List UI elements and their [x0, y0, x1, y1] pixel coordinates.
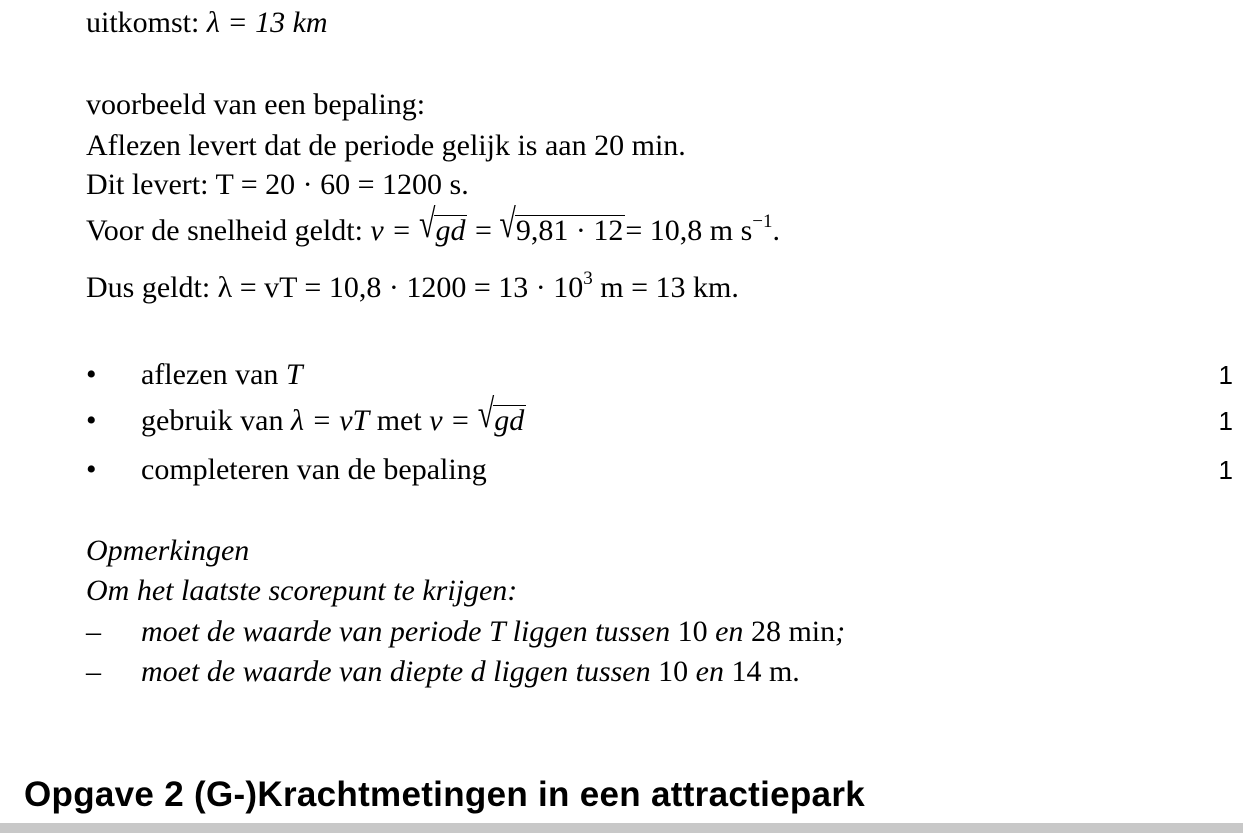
- step2-formula: T = 20 · 60 = 1200 s.: [215, 168, 469, 201]
- criterion-2-points: 1: [1218, 406, 1233, 436]
- example-step1: Aflezen levert dat de periode gelijk is aan 20 min.: [86, 129, 686, 162]
- step3-end: .: [772, 214, 780, 247]
- example-step4: [86, 270, 739, 306]
- radical-sign-icon: √: [477, 391, 495, 437]
- example-step2: [86, 167, 469, 203]
- remarks-title: Opmerkingen: [86, 534, 250, 567]
- criterion-3-points: 1: [1218, 455, 1233, 485]
- dash-icon: –: [86, 655, 101, 688]
- criterion-1-text: [141, 357, 303, 393]
- bullet-icon: •: [86, 453, 97, 486]
- criterion-1-var: T: [285, 358, 303, 391]
- remark-1-c: en: [715, 615, 744, 648]
- page-divider: [0, 823, 1243, 833]
- step4-prefix: Dus geldt:: [86, 271, 211, 304]
- step3-exponent: −1: [752, 211, 773, 232]
- criterion-1-label: aflezen van: [141, 358, 279, 391]
- remark-2-d: 14 m.: [731, 655, 800, 688]
- sqrt-gd-radicand: gd: [435, 214, 466, 247]
- section-heading: Opgave 2 (G-)Krachtmetingen in een attractiepark: [24, 775, 866, 814]
- step3-v: v =: [370, 214, 412, 247]
- criterion-2-formula2: v =: [429, 404, 471, 437]
- step3-eq: =: [474, 214, 492, 247]
- step4-formula: λ = vT = 10,8 · 1200 = 13 · 10: [217, 271, 584, 304]
- step2-prefix: Dit levert:: [86, 168, 209, 201]
- criterion-2-sqrt: [477, 391, 526, 439]
- example-step3: [86, 201, 780, 249]
- sqrt-gd: [418, 201, 467, 249]
- remark-2-b: 10: [658, 655, 689, 688]
- criterion-2-met: met: [376, 404, 422, 437]
- dash-icon: –: [86, 615, 101, 648]
- remark-1-text: [141, 614, 845, 650]
- criterion-2-text: [141, 391, 526, 439]
- sqrt-number-radicand: 9,81 · 12: [515, 214, 624, 247]
- remarks-intro: Om het laatste scorepunt te krijgen:: [86, 574, 518, 607]
- step3-result: = 10,8 m s: [625, 214, 753, 247]
- sqrt-number: [499, 201, 625, 249]
- result-line: [86, 5, 328, 41]
- example-intro: voorbeeld van een bepaling:: [86, 88, 426, 121]
- result-label: uitkomst:: [86, 6, 200, 39]
- step3-prefix: Voor de snelheid geldt:: [86, 214, 363, 247]
- remark-2-a: moet de waarde van diepte d liggen tussen: [141, 655, 651, 688]
- bullet-icon: •: [86, 404, 97, 437]
- criterion-2-label: gebruik van: [141, 404, 284, 437]
- remark-1-b: 10: [677, 615, 708, 648]
- criterion-1-points: 1: [1218, 360, 1233, 390]
- step4-exponent: 3: [583, 268, 593, 289]
- radical-sign-icon: √: [418, 201, 436, 247]
- radical-sign-icon: √: [499, 201, 516, 247]
- remark-1-d: 28 min: [750, 615, 836, 648]
- remark-1-a: moet de waarde van periode T liggen tussen: [141, 615, 671, 648]
- criterion-2-formula1: λ = vT: [290, 404, 370, 437]
- remark-2-text: [141, 654, 800, 690]
- criterion-2-radicand: gd: [494, 404, 525, 437]
- result-formula: λ = 13 km: [206, 6, 328, 39]
- step4-end: m = 13 km.: [592, 271, 739, 304]
- bullet-icon: •: [86, 358, 97, 391]
- remark-2-c: en: [695, 655, 724, 688]
- criterion-3-text: completeren van de bepaling: [141, 453, 487, 486]
- remark-1-e: ;: [835, 615, 846, 648]
